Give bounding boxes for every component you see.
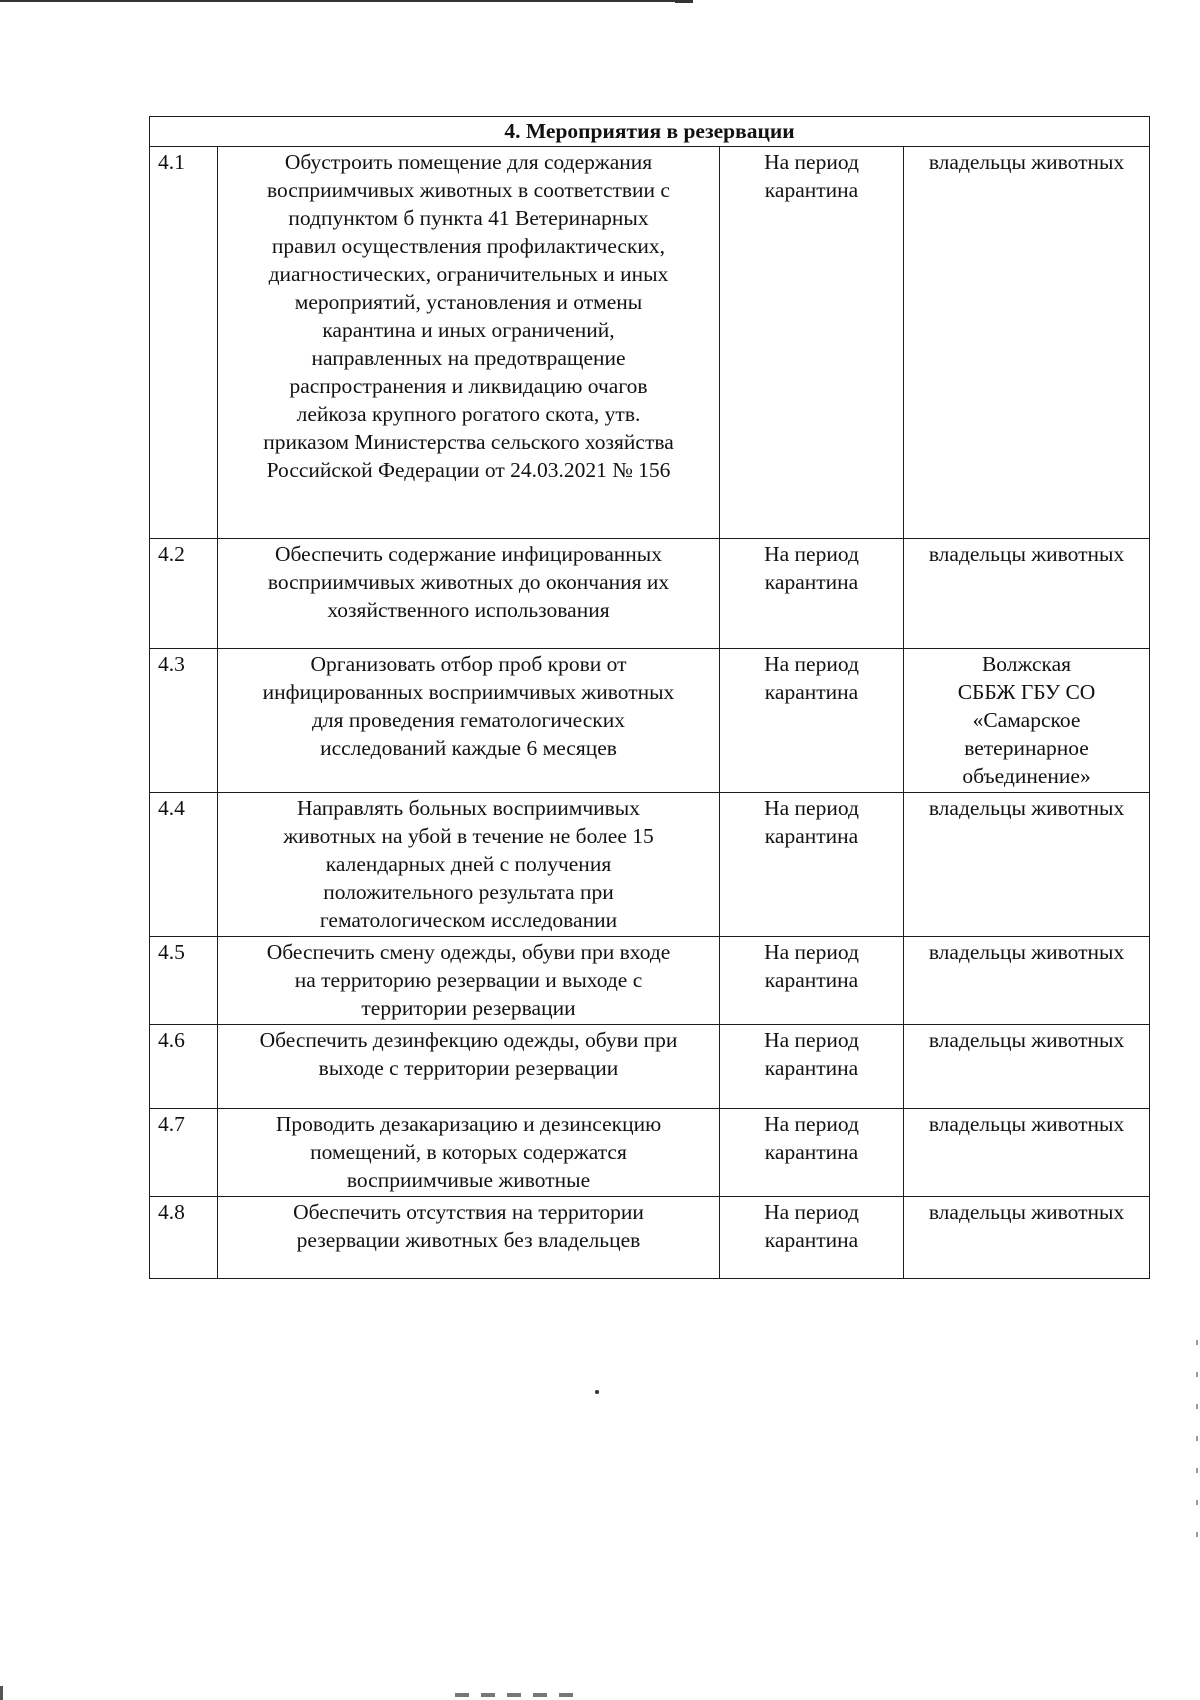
period-line: карантина	[764, 570, 859, 594]
measure-text-line: приказом Министерства сельского хозяйства	[263, 430, 674, 454]
table-row	[150, 147, 1150, 539]
responsible-line: владельцы животных	[928, 1200, 1125, 1224]
period-line: карантина	[764, 1140, 859, 1164]
period-line: На период	[764, 542, 859, 566]
table-row	[150, 539, 1150, 649]
measure-text-line: карантина и иных ограничений,	[322, 318, 615, 342]
table-row	[150, 1109, 1150, 1197]
scan-bottom-mark	[455, 1693, 575, 1697]
table-row	[150, 937, 1150, 1025]
responsible-cell	[904, 147, 1150, 539]
row-number: 4.7	[150, 1109, 218, 1197]
row-number: 4.5	[150, 937, 218, 1025]
measure-text-line: Обустроить помещение для содержания	[284, 150, 653, 174]
period-cell	[720, 937, 904, 1025]
period-cell	[720, 649, 904, 793]
measure-text-line: Организовать отбор проб крови от	[310, 652, 627, 676]
period-line: карантина	[764, 968, 859, 992]
measure-text	[218, 1025, 720, 1109]
responsible-line: владельцы животных	[928, 542, 1125, 566]
measure-text-line: подпунктом б пункта 41 Ветеринарных	[288, 206, 649, 230]
measure-text	[218, 937, 720, 1025]
responsible-line: объединение»	[962, 764, 1091, 788]
responsible-cell	[904, 937, 1150, 1025]
responsible-cell	[904, 539, 1150, 649]
responsible-cell	[904, 793, 1150, 937]
measure-text-line: территории резервации	[361, 996, 576, 1020]
period-line: На период	[764, 652, 859, 676]
row-number: 4.2	[150, 539, 218, 649]
measure-text-line: восприимчивых животных до окончания их	[267, 570, 670, 594]
row-number: 4.6	[150, 1025, 218, 1109]
scan-edge-mark	[675, 0, 693, 3]
responsible-line: ветеринарное	[964, 736, 1089, 760]
period-line: На период	[764, 150, 859, 174]
responsible-line: «Самарское	[972, 708, 1081, 732]
table-row	[150, 1025, 1150, 1109]
table-row	[150, 793, 1150, 937]
responsible-cell	[904, 649, 1150, 793]
row-number: 4.3	[150, 649, 218, 793]
responsible-line: владельцы животных	[928, 796, 1125, 820]
responsible-cell	[904, 1025, 1150, 1109]
responsible-cell	[904, 1197, 1150, 1279]
measure-text-line: хозяйственного использования	[327, 598, 610, 622]
measure-text-line: гематологическом исследовании	[319, 908, 618, 932]
measure-text	[218, 539, 720, 649]
measure-text-line: Обеспечить смену одежды, обуви при входе	[266, 940, 671, 964]
measure-text-line: помещений, в которых содержатся	[310, 1140, 627, 1164]
measure-text	[218, 147, 720, 539]
measure-text-line: Обеспечить отсутствия на территории	[293, 1200, 644, 1224]
period-line: карантина	[764, 824, 859, 848]
measure-text-line: мероприятий, установления и отмены	[294, 290, 643, 314]
row-number: 4.8	[150, 1197, 218, 1279]
period-line: На период	[764, 940, 859, 964]
period-line: карантина	[764, 178, 859, 202]
measures-table	[149, 116, 1150, 1279]
measure-text	[218, 1109, 720, 1197]
responsible-line: владельцы животных	[928, 940, 1125, 964]
measure-text-line: животных на убой в течение не более 15	[283, 824, 654, 848]
section-header-row	[150, 117, 1150, 147]
measure-text-line: восприимчивых животных в соответствии с	[267, 178, 670, 202]
responsible-line: владельцы животных	[928, 1028, 1125, 1052]
measure-text-line: положительного результата при	[323, 880, 614, 904]
measure-text-line: резервации животных без владельцев	[296, 1228, 641, 1252]
period-cell	[720, 539, 904, 649]
scan-edge-ticks	[1196, 1340, 1198, 1560]
period-cell	[720, 1197, 904, 1279]
measure-text	[218, 649, 720, 793]
period-cell	[720, 1025, 904, 1109]
period-line: На период	[764, 1200, 859, 1224]
responsible-line: владельцы животных	[928, 1112, 1125, 1136]
period-cell	[720, 793, 904, 937]
scan-corner-mark	[0, 1686, 3, 1700]
measure-text-line: выходе с территории резервации	[318, 1056, 619, 1080]
period-line: На период	[764, 1112, 859, 1136]
period-line: На период	[764, 1028, 859, 1052]
responsible-line: СББЖ ГБУ СО	[957, 680, 1096, 704]
period-cell	[720, 1109, 904, 1197]
measure-text-line: лейкоза крупного рогатого скота, утв.	[296, 402, 641, 426]
measure-text-line: исследований каждые 6 месяцев	[320, 736, 617, 760]
period-line: карантина	[764, 680, 859, 704]
measure-text-line: Российской Федерации от 24.03.2021 № 156	[266, 458, 671, 482]
stray-dot	[595, 1390, 599, 1394]
measure-text-line: восприимчивые животные	[346, 1168, 591, 1192]
measure-text-line: Проводить дезакаризацию и дезинсекцию	[275, 1112, 662, 1136]
table-row	[150, 1197, 1150, 1279]
measure-text-line: распространения и ликвидацию очагов	[289, 374, 648, 398]
measure-text	[218, 1197, 720, 1279]
measure-text-line: для проведения гематологических	[311, 708, 626, 732]
period-cell	[720, 147, 904, 539]
section-title: 4. Мероприятия в резервации	[150, 117, 1150, 147]
measure-text-line: инфицированных восприимчивых животных	[262, 680, 675, 704]
measure-text-line: Обеспечить дезинфекцию одежды, обуви при	[259, 1028, 678, 1052]
period-line: карантина	[764, 1228, 859, 1252]
period-line: карантина	[764, 1056, 859, 1080]
period-line: На период	[764, 796, 859, 820]
measure-text-line: правил осуществления профилактических,	[271, 234, 666, 258]
responsible-line: Волжская	[981, 652, 1072, 676]
measure-text-line: Направлять больных восприимчивых	[296, 796, 641, 820]
measure-text-line: направленных на предотвращение	[311, 346, 626, 370]
measure-text-line: диагностических, ограничительных и иных	[268, 262, 669, 286]
measure-text-line: на территорию резервации и выходе с	[294, 968, 643, 992]
row-number: 4.1	[150, 147, 218, 539]
measure-text	[218, 793, 720, 937]
table-row	[150, 649, 1150, 793]
responsible-cell	[904, 1109, 1150, 1197]
scan-edge-line	[0, 0, 680, 2]
measure-text-line: Обеспечить содержание инфицированных	[274, 542, 663, 566]
row-number: 4.4	[150, 793, 218, 937]
responsible-line: владельцы животных	[928, 150, 1125, 174]
measure-text-line: календарных дней с получения	[325, 852, 612, 876]
